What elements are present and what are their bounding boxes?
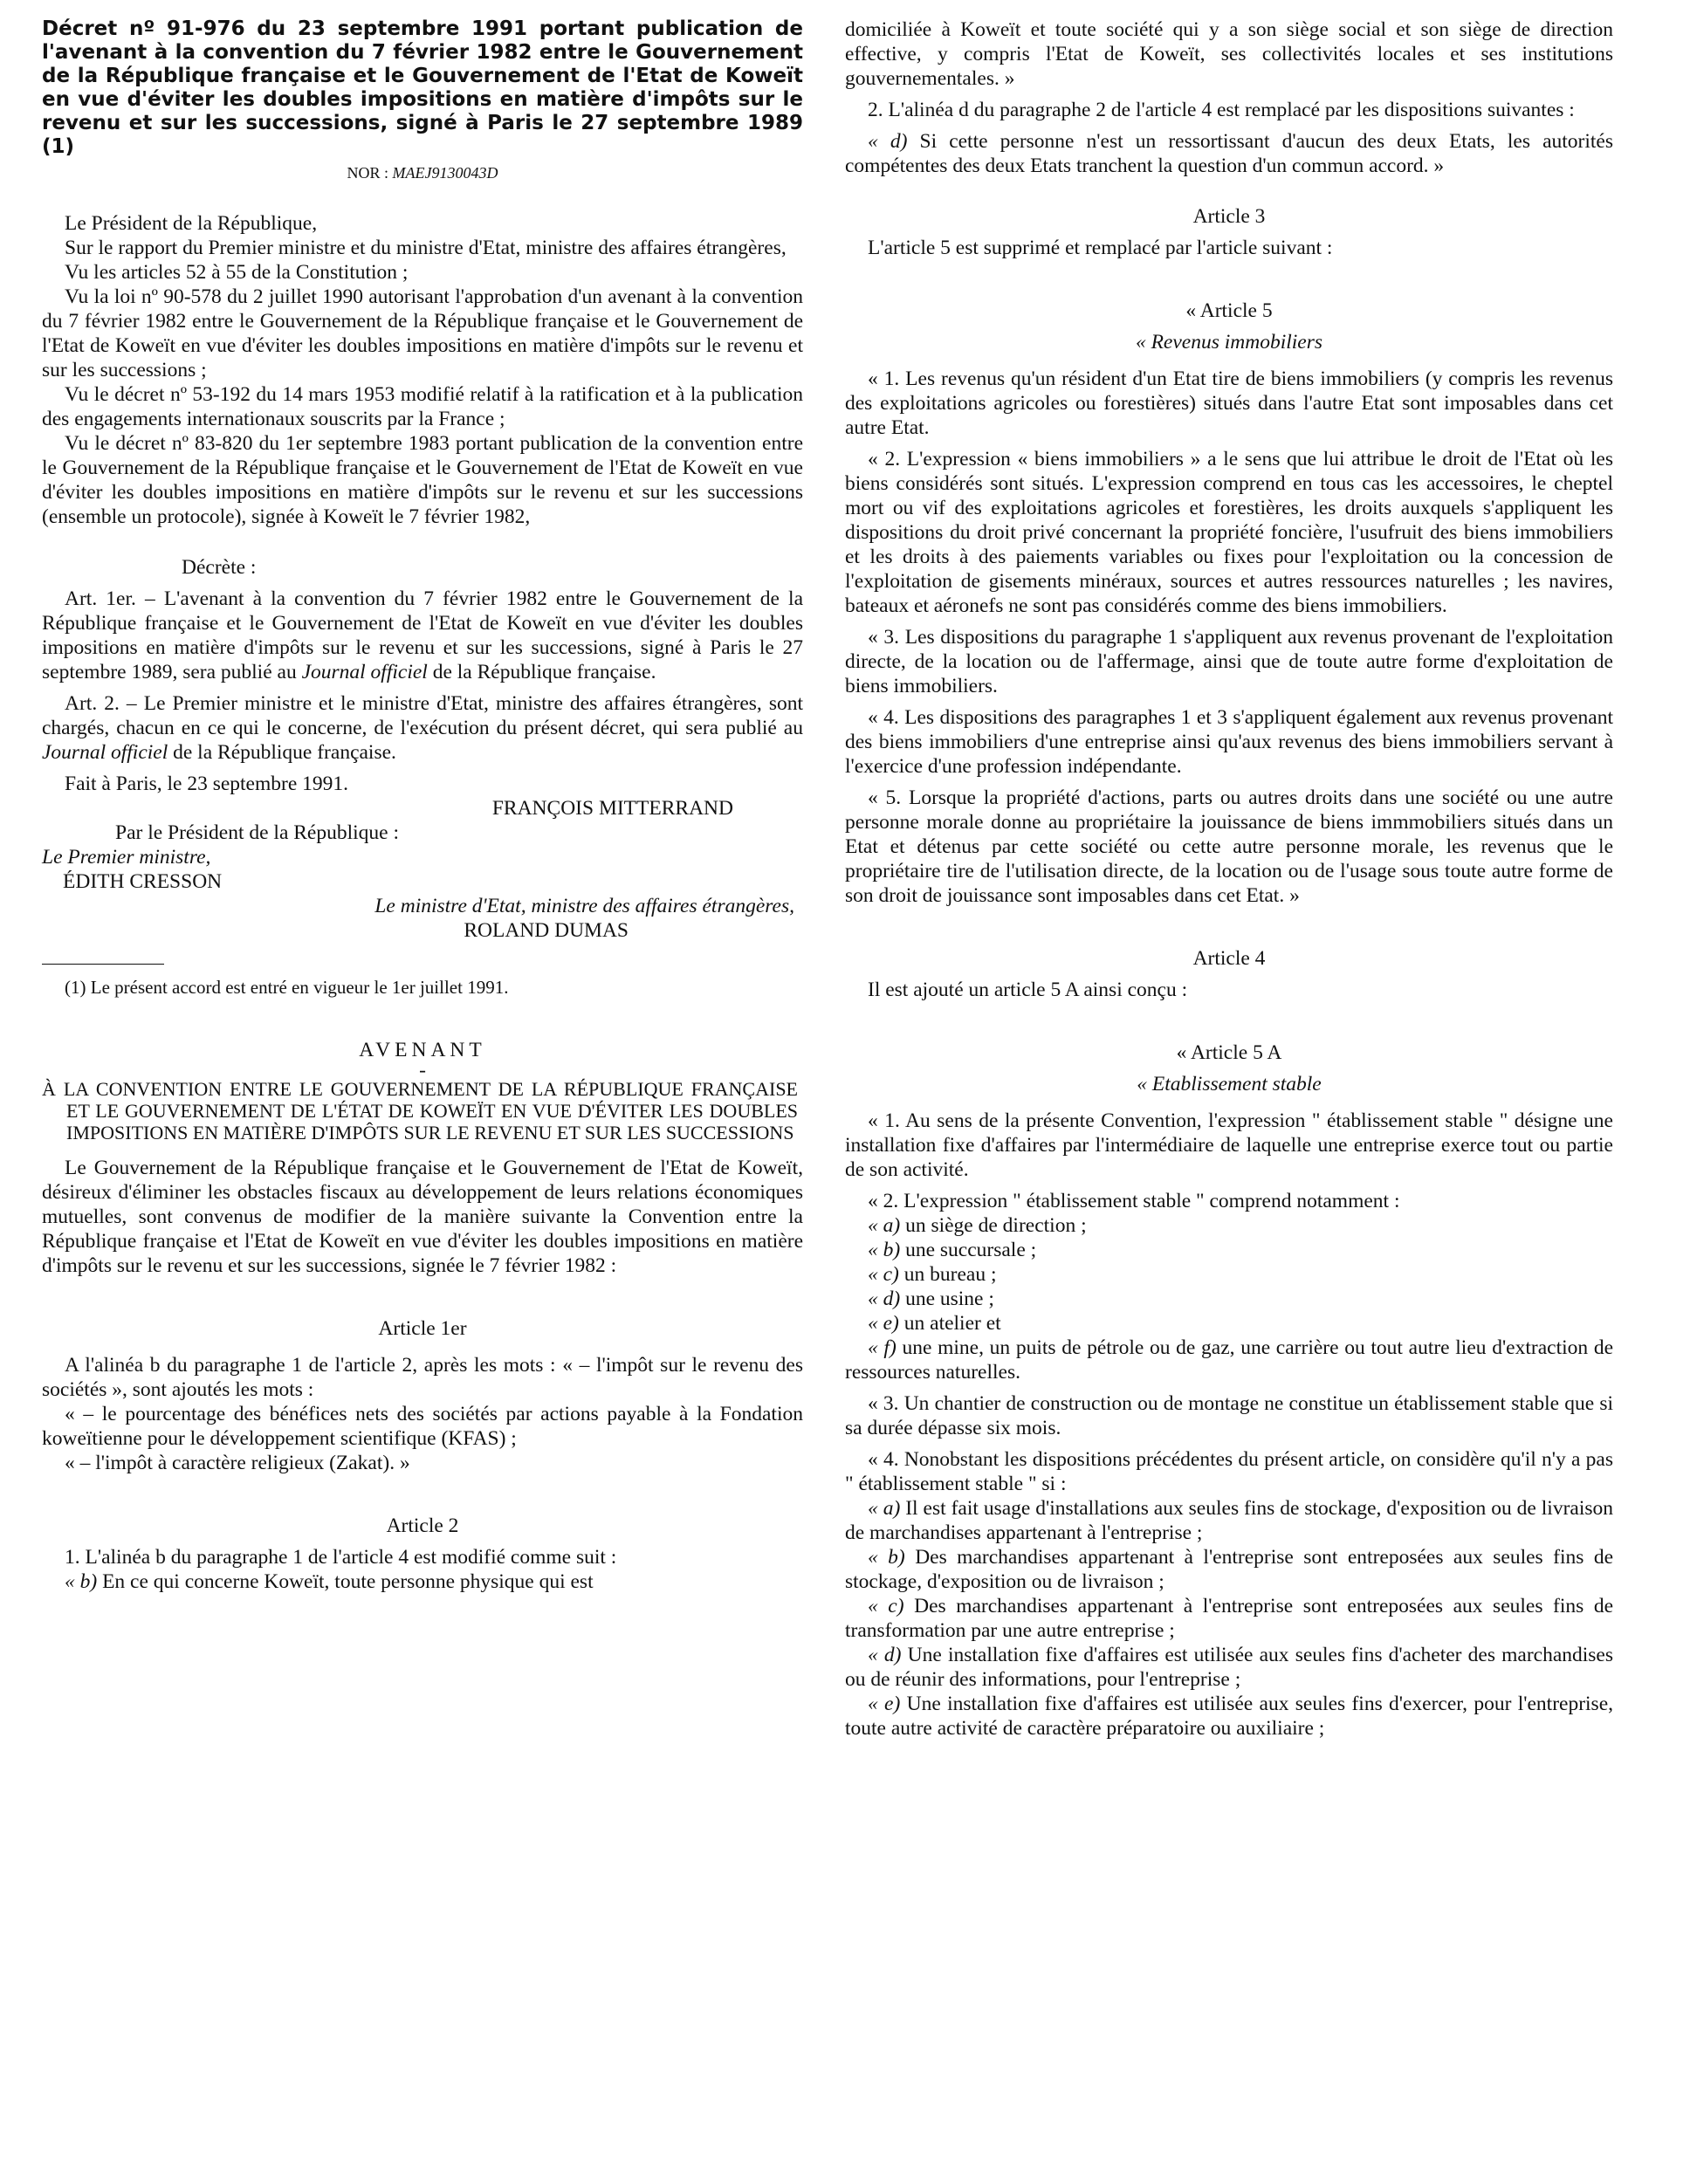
item-text: Des marchandises appartenant à l'entreprise sont entreposées aux seules fins de stockage, d'exposition ou de livraison ; [845,1546,1613,1593]
decrete-heading: Décrète : [182,556,257,579]
intro-paragraph: Vu la loi nº 90-578 du 2 juillet 1990 autorisant l'approbation d'un avenant à la convention du 7 février 1982 entre le Gouvernement de la République française et le Gouvernement de l'Etat de Koweït en vue d'éviter les doubles impositions en matière d'impôts sur le revenu et sur les successions ; [42,285,803,381]
article-5a-subheading [845,1072,1613,1096]
exclusion-list [845,1496,1613,1741]
ministre-etat-name: ROLAND DUMAS [464,919,629,942]
list-item [845,1238,1613,1262]
art1-prefix: Art. 1er. – [65,587,155,610]
intro-block [42,211,803,529]
item-text: En ce qui concerne Koweït, toute personne physique qui est [102,1570,594,1593]
art2-text: Le Premier ministre et le ministre d'Etat, ministre des affaires étrangères, sont chargés, chacun en ce qui le concerne, de l'exécution du présent décret, qui sera publié au [42,692,803,739]
item-prefix: « a) [868,1497,901,1520]
left-column [42,17,803,1594]
item-text: un bureau ; [903,1263,997,1286]
preamble: Le Gouvernement de la République française et le Gouvernement de l'Etat de Koweït, désireux d'éliminer les obstacles fiscaux au développement de leurs relations économiques mutuelles, sont convenus de modifier de la manière suivante la Convention entre la République française et l'Etat de Koweït en vue d'éviter les doubles impositions en matière d'impôts sur le revenu et sur les successions, signée le 7 février 1982 : [42,1157,803,1277]
item-text: Il est fait usage d'installations aux seules fins de stockage, d'exposition ou de livraison de marchandises appartenant à l'entreprise ; [845,1497,1614,1544]
article-2-paragraph: 1. L'alinéa b du paragraphe 1 de l'article 4 est modifié comme suit : [65,1546,617,1569]
item-text: un atelier et [903,1312,1001,1335]
article-3-intro: L'article 5 est supprimé et remplacé par l'article suivant : [868,237,1333,259]
list-item [845,1287,1613,1311]
me-title-text: Le ministre d'Etat, ministre des affaires étrangères, [374,895,794,917]
article-3-heading: Article 3 [1192,205,1266,228]
article-5-paragraph: « 4. Les dispositions des paragraphes 1 et 3 s'appliquent également aux revenus provenant des biens immobiliers d'une entreprise ainsi qu'aux revenus des biens immobiliers servant à l'exercice d'une profession indépendante. [845,706,1613,778]
avenant-dash: - [419,1059,426,1082]
intro-paragraph: Vu le décret nº 53-192 du 14 mars 1953 modifié relatif à la ratification et à la publication des engagements internationaux souscrits par la France ; [42,383,803,430]
list-item [845,1262,1613,1287]
item-text: Une installation fixe d'affaires est utilisée aux seules fins d'acheter des marchandises ou de réunir des informations, pour l'entreprise ; [845,1644,1614,1691]
art1-text: L'avenant à la convention du 7 février 1982 entre le Gouvernement de la République française et le Gouvernement de l'Etat de Koweït en vue d'éviter les doubles impositions en matière d'impôts sur le revenu et sur les successions, signé à Paris le 27 septembre 1989, sera publié au [42,587,803,683]
avenant-subtitle: À LA CONVENTION ENTRE LE GOUVERNEMENT DE LA RÉPUBLIQUE FRANÇAISE ET LE GOUVERNEMENT DE L'ÉTAT DE KOWEÏT EN VUE D'ÉVITER LES DOUBLES IMPOSITIONS EN MATIÈRE D'IMPÔTS SUR LE REVENU ET SUR LES SUCCESSIONS [42,1078,798,1144]
footnote: (1) Le présent accord est entré en vigueur le 1er juillet 1991. [65,977,509,998]
list-item [845,1643,1613,1692]
nor-reference [42,161,803,185]
art1-end: de la République française. [432,661,656,683]
footnote-divider [42,964,164,965]
fait-a-paris: Fait à Paris, le 23 septembre 1991. [65,773,349,795]
list-item [845,1213,1613,1238]
article-1-paragraph: « – le pourcentage des bénéfices nets des sociétés par actions payable à la Fondation koweïtienne pour le développement scientifique (KFAS) ; [42,1403,803,1450]
article-5-heading: « Article 5 [1185,299,1273,322]
article-4-intro: Il est ajouté un article 5 A ainsi conçu : [868,979,1188,1001]
article-5-subheading [845,330,1613,354]
right-column [845,17,1613,1741]
article-5a-heading: « Article 5 A [1176,1041,1282,1064]
intro-paragraph: Le Président de la République, [65,212,318,235]
item-text: une mine, un puits de pétrole ou de gaz, une carrière ou tout autre lieu d'extraction de ressources naturelles. [845,1336,1614,1384]
premier-ministre-title [42,845,803,869]
item-prefix: « c) [868,1595,904,1617]
journal-officiel: Journal officiel [42,741,168,764]
establishment-list [845,1213,1613,1384]
article-2-paragraph [845,129,1613,178]
list-item [845,1336,1613,1384]
intro-paragraph: Vu le décret nº 83-820 du 1er septembre 1983 portant publication de la convention entre le Gouvernement de la République française et le Gouvernement de l'Etat de Koweït en vue d'éviter les doubles impositions en matière d'impôts sur le revenu et sur les successions (ensemble un protocole), signée à Koweït le 7 février 1982, [42,432,803,528]
item-prefix: « b) [65,1570,98,1593]
item-prefix: « d) [868,130,908,153]
article-5-paragraph: « 2. L'expression « biens immobiliers » a le sens que lui attribue le droit de l'Etat où les biens considérés sont situés. L'expression comprend en tous cas les accessoires, le cheptel mort ou vif des exploitations agricoles et forestières, les droits auxquels s'appliquent les dispositions du droit privé concernant la propriété foncière, l'usufruit des biens immobiliers et les droits à des paiements variables ou fixes pour l'exploitation ou la concession de l'exploitation de gisements minéraux, sources et autres ressources naturelles ; les navires, bateaux et aéronefs ne sont pas considérés comme des biens immobiliers. [845,448,1613,617]
item-prefix: « b) [868,1239,901,1261]
article-1-decree [42,587,803,684]
item-prefix: « c) [868,1263,899,1286]
article-5a-paragraph: « 2. L'expression " établissement stable " comprend notamment : [868,1190,1400,1212]
item-prefix: « a) [868,1214,901,1237]
nor-label: NOR : [347,164,389,182]
item-text: une usine ; [905,1288,994,1310]
article-2-decree [42,691,803,765]
continuation-paragraph: domiciliée à Koweït et toute société qui y a son siège social et son siège de direction effective, y compris l'Etat de Koweït, ses collectivités locales et ses institutions gouvernementales. » [845,18,1613,90]
item-prefix: « e) [868,1693,901,1715]
ministre-etat-title [42,894,803,918]
premier-ministre-name: ÉDITH CRESSON [63,870,223,893]
list-item [845,1545,1613,1594]
avenant-heading: AVENANT [359,1039,486,1061]
item-prefix: « d) [868,1288,901,1310]
item-prefix: « b) [868,1546,905,1569]
list-item [845,1311,1613,1336]
list-item [845,1594,1613,1643]
intro-paragraph: Vu les articles 52 à 55 de la Constitution ; [65,261,409,284]
journal-officiel: Journal officiel [301,661,428,683]
list-item [845,1692,1613,1741]
decree-title: Décret nº 91-976 du 23 septembre 1991 portant publication de l'avenant à la convention du 7 février 1982 entre le Gouvernement de la République française et le Gouvernement de l'Etat de Koweït en vue d'éviter les doubles impositions en matière d'impôts sur le revenu et sur les successions, signé à Paris le 27 septembre 1989 (1) [42,17,803,158]
item-prefix: « f) [868,1336,897,1359]
nor-value: MAEJ9130043D [392,164,498,182]
article-4-heading: Article 4 [1192,947,1266,970]
article-5a-paragraph: « 3. Un chantier de construction ou de montage ne constitue un établissement stable que si sa durée dépasse six mois. [845,1392,1613,1439]
list-item [845,1496,1613,1545]
item-prefix: « e) [868,1312,899,1335]
pm-title-text: Le Premier ministre, [42,846,211,869]
article-5-paragraph: « 1. Les revenus qu'un résident d'un Etat tire de biens immobiliers (y compris les revenus des exploitations agricoles ou forestières) situés dans l'autre Etat sont imposables dans cet autre Etat. [845,367,1613,439]
art2-end: de la République française. [173,741,396,764]
article-1-heading: Article 1er [378,1317,467,1340]
par-le-president: Par le Président de la République : [115,821,400,844]
article-1-paragraph: A l'alinéa b du paragraphe 1 de l'article 2, après les mots : « – l'impôt sur le revenu des sociétés », sont ajoutés les mots : [42,1354,803,1401]
article-5-paragraph: « 5. Lorsque la propriété d'actions, parts ou autres droits dans une société ou une autre personne morale donne au propriétaire la jouissance de biens immmobiliers situés dans un Etat et détenus par cette société ou cette autre personne morale, les revenus que le propriétaire tire de l'utilisation directe, de la location ou de l'usage sous toute autre forme de son droit de jouissance sont imposables dans cet Etat. » [845,786,1613,907]
article-5a-paragraph: « 1. Au sens de la présente Convention, l'expression " établissement stable " désigne une installation fixe d'affaires par l'intermédiaire de laquelle une entreprise exerce tout ou partie de son activité. [845,1109,1613,1181]
item-text: une succursale ; [905,1239,1037,1261]
subheading-text: « Etablissement stable [1137,1073,1322,1095]
intro-paragraph: Sur le rapport du Premier ministre et du ministre d'Etat, ministre des affaires étrangères, [65,237,787,259]
item-text: Une installation fixe d'affaires est utilisée aux seules fins d'exercer, pour l'entreprise, toute autre activité de caractère préparatoire ou auxiliaire ; [845,1693,1614,1740]
article-5a-paragraph: « 4. Nonobstant les dispositions précédentes du présent article, on considère qu'il n'y a pas " établissement stable " si : [845,1448,1613,1495]
item-prefix: « d) [868,1644,902,1666]
item-text: Si cette personne n'est un ressortissant d'aucun des deux Etats, les autorités compétentes des deux Etats tranchent la question d'un commun accord. » [845,130,1614,177]
signature-president: FRANÇOIS MITTERRAND [491,797,733,820]
article-1-paragraph: « – l'impôt à caractère religieux (Zakat). » [65,1452,410,1474]
article-2-heading: Article 2 [386,1514,459,1537]
article-2-paragraph [42,1569,803,1594]
item-text: un siège de direction ; [905,1214,1087,1237]
article-5-paragraph: « 3. Les dispositions du paragraphe 1 s'appliquent aux revenus provenant de l'exploitation directe, de la location ou de l'affermage, ainsi que de toute autre forme d'exploitation de biens immobiliers. [845,626,1613,697]
article-2-paragraph: 2. L'alinéa d du paragraphe 2 de l'article 4 est remplacé par les dispositions suivantes : [868,99,1575,121]
art2-prefix: Art. 2. – [65,692,137,715]
subheading-text: « Revenus immobiliers [1135,331,1323,354]
item-text: Des marchandises appartenant à l'entreprise sont entreposées aux seules fins de transformation par une autre entreprise ; [845,1595,1613,1642]
